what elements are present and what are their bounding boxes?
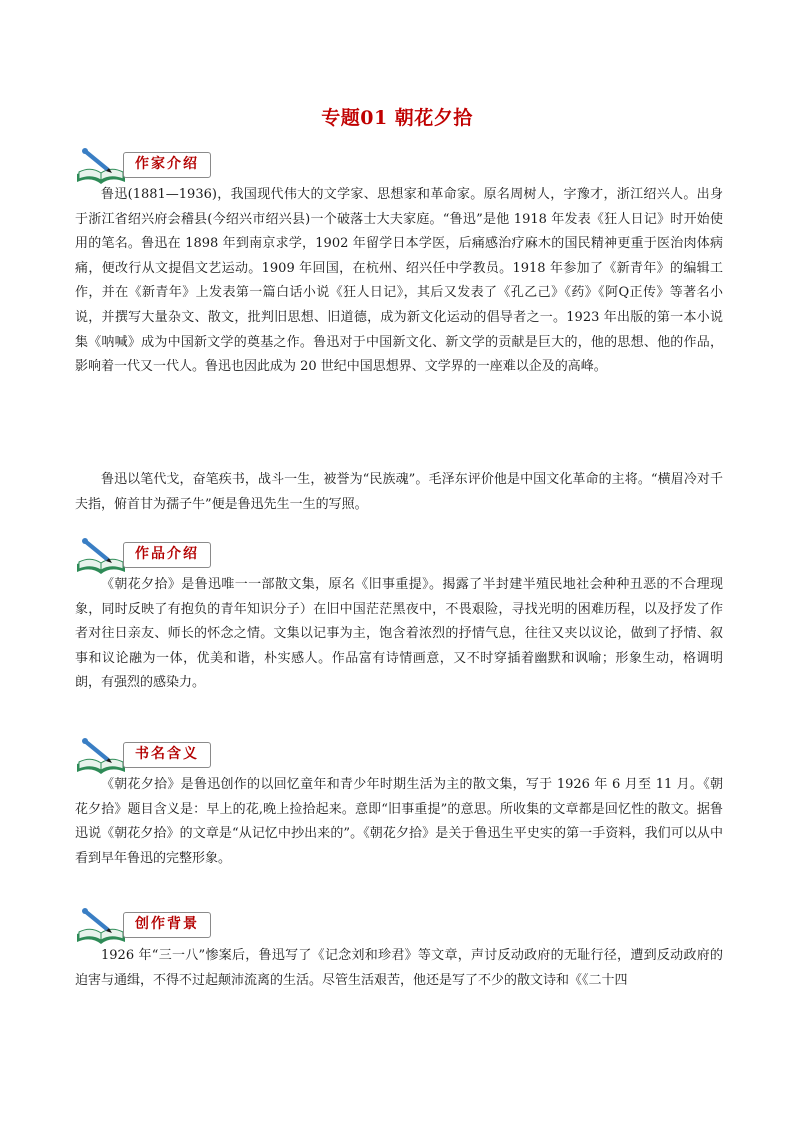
section-heading-label: 创作背景 bbox=[135, 916, 199, 932]
paragraph: 《朝花夕拾》是鲁迅创作的以回忆童年和青少年时期生活为主的散文集，写于 1926 年 6 月至 11 月。《朝花夕拾》题目含义是：早上的花,晚上捡拾起来。意即“旧事重提”的意思。所收集的文章都是回忆性的散文。据鲁迅说《朝花夕拾》的文章是“从记忆中抄出来的”。《朝花夕拾》是关于鲁迅生平史实的第一手资料，我们可以从中看到早年鲁迅的完整形象。 bbox=[75, 777, 723, 866]
section-heading-label: 书名含义 bbox=[135, 746, 199, 762]
section-heading-title-meaning bbox=[73, 734, 273, 776]
paragraph: 《朝花夕拾》是鲁迅唯一一部散文集，原名《旧事重提》。揭露了半封建半殖民地社会种种丑恶的不合理现象，同时反映了有抱负的青年知识分子）在旧中国茫茫黑夜中，不畏艰险，寻找光明的困难历程，以及抒发了作者对往日亲友、师长的怀念之情。文集以记事为主，饱含着浓烈的抒情气息，往往又夹以议论，做到了抒情、叙事和议论融为一体，优美和谐，朴实感人。作品富有诗情画意，又不时穿插着幽默和讽喻；形象生动，格调明朗，有强烈的感染力。 bbox=[75, 577, 723, 691]
paragraph: 鲁迅以笔代戈，奋笔疾书，战斗一生，被誉为“民族魂”。毛泽东评价他是中国文化革命的主将。“横眉冷对千夫指，俯首甘为孺子牛”便是鲁迅先生一生的写照。 bbox=[75, 472, 723, 512]
paragraph: 鲁迅(1881—1936)，我国现代伟大的文学家、思想家和革命家。原名周树人，字豫才，浙江绍兴人。出身于浙江省绍兴府会稽县(今绍兴市绍兴县)一个破落士大夫家庭。“鲁迅”是他 1918 年发表《狂人日记》时开始使用的笔名。鲁迅在 1898 年到南京求学，1902 年留学日本学医，后痛感治疗麻木的国民精神更重于医治肉体病痛，便改行从文提倡文艺运动。1909 年回国，在杭州、绍兴任中学教员。1918 年参加了《新青年》的编辑工作，并在《新青年》上发表第一篇白话小说《狂人日记》，其后又发表了《孔乙己》《药》《阿Q正传》等著名小说，并撰写大量杂文、散文，批判旧思想、旧道德，成为新文化运动的倡导者之一。1923 年出版的第一本小说集《呐喊》成为中国新文学的奠基之作。鲁迅对于中国新文化、新文学的贡献是巨大的，他的思想、他的作品，影响着一代又一代人。鲁迅也因此成为 20 世纪中国思想界、文学界的一座难以企及的高峰。 bbox=[75, 187, 723, 375]
section-heading-author bbox=[73, 144, 273, 186]
page-title: 专题01 朝花夕拾 bbox=[321, 107, 473, 129]
section-heading-label: 作品介绍 bbox=[135, 546, 199, 562]
section-heading-work bbox=[73, 534, 273, 576]
open-book-pen-icon bbox=[73, 144, 129, 186]
paragraph: 1926 年“三一八”惨案后，鲁迅写了《记念刘和珍君》等文章，声讨反动政府的无耻行径，遭到反动政府的迫害与通缉，不得不过起颠沛流离的生活。尽管生活艰苦，他还是写了不少的散文诗和《《二十四 bbox=[75, 948, 723, 988]
section-heading-label: 作家介绍 bbox=[135, 156, 199, 172]
open-book-pen-icon bbox=[73, 534, 129, 576]
open-book-pen-icon bbox=[73, 734, 129, 776]
open-book-pen-icon bbox=[73, 904, 129, 946]
section-heading-background bbox=[73, 904, 273, 946]
